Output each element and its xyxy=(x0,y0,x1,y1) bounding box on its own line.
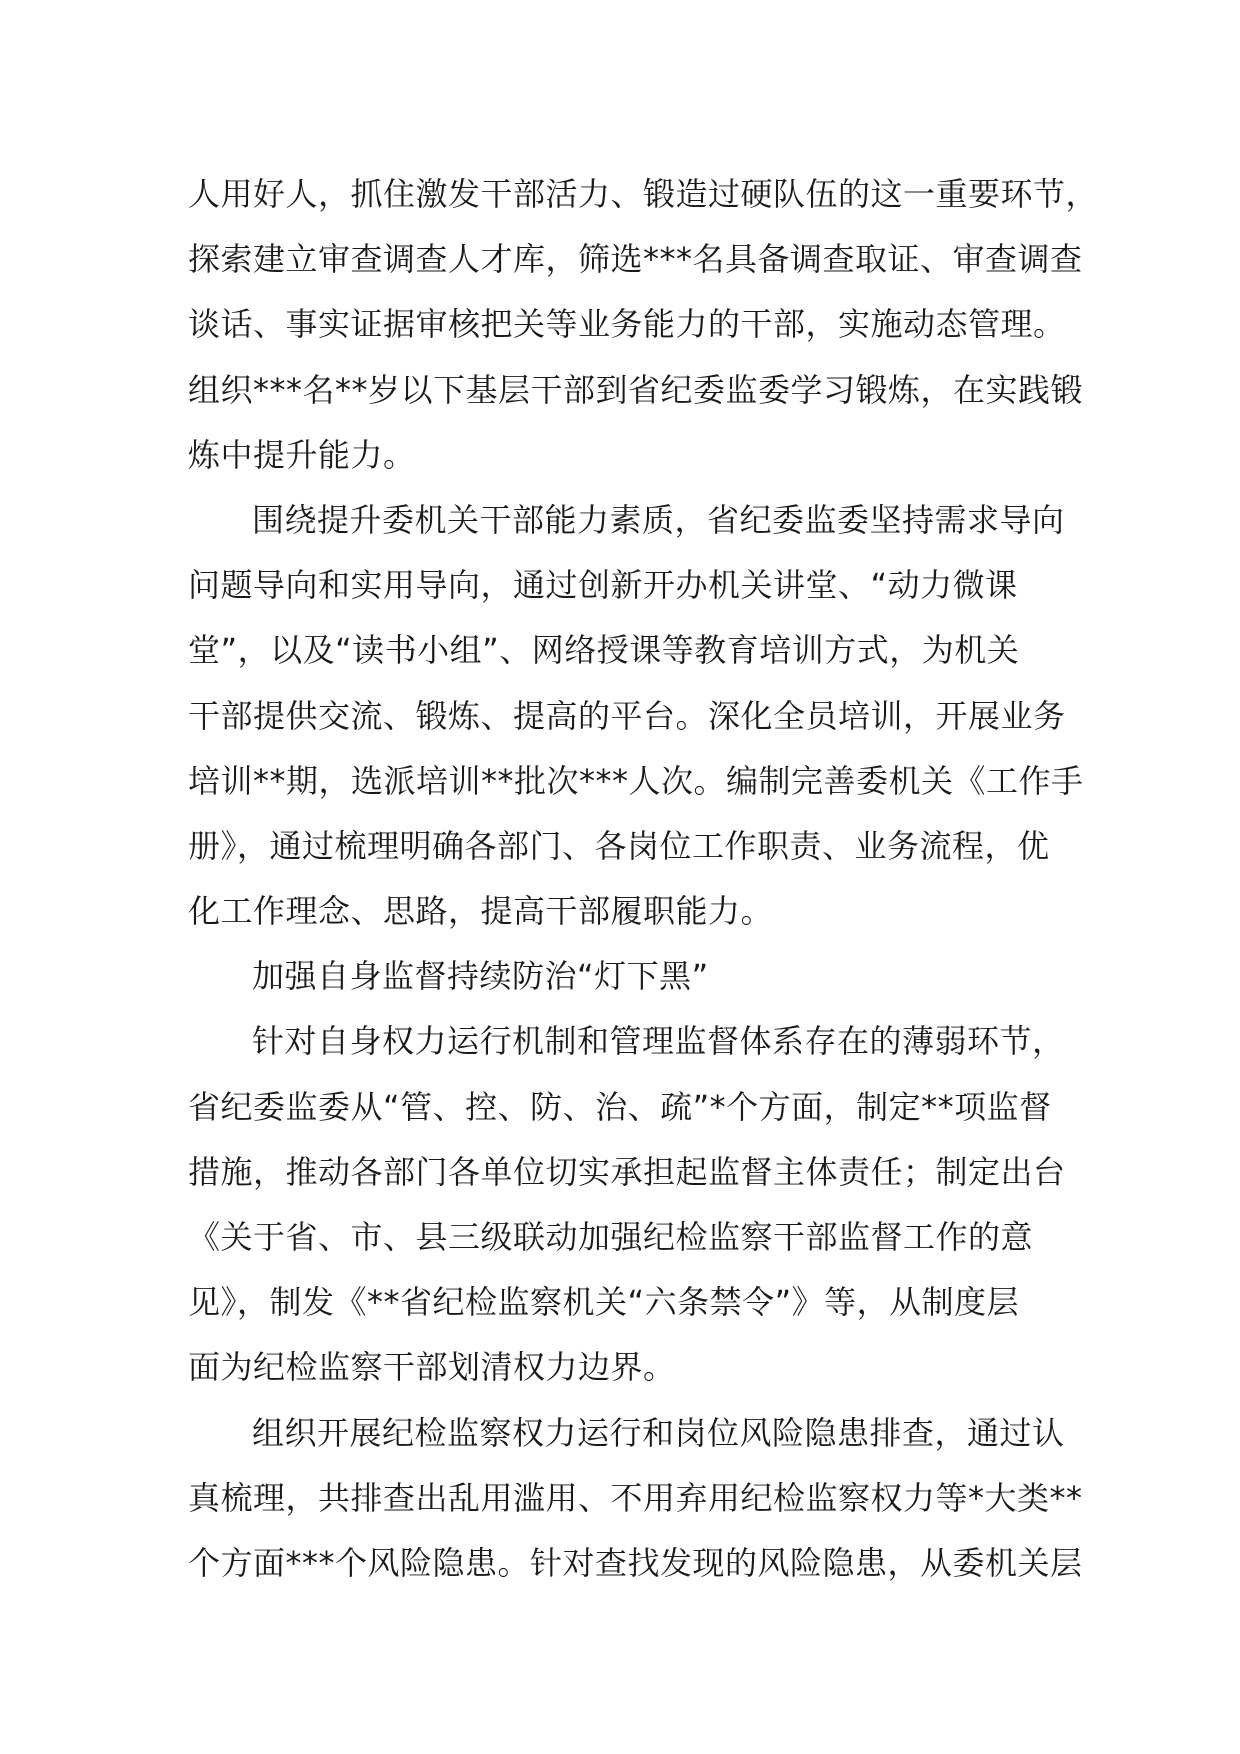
text-line: 面为纪检监察干部划清权力边界。 xyxy=(188,1348,676,1387)
text-line: 《关于省、市、县三级联动加强纪检监察干部监督工作的意 xyxy=(188,1218,1034,1256)
text-line: 谈话、事实证据审核把关等业务能力的干部，实施动态管理。 xyxy=(188,305,1066,344)
text-line: 围绕提升委机关干部能力素质，省纪委监委坚持需求导向 xyxy=(252,500,1065,539)
text-line: 措施，推动各部门各单位切实承担起监督主体责任；制定出台 xyxy=(188,1152,1066,1191)
text-line: 堂”，以及“读书小组”、网络授课等教育培训方式，为机关 xyxy=(188,631,1020,670)
text-line: 个方面***个风险隐患。针对查找发现的风险隐患，从委机关层 xyxy=(188,1543,1083,1582)
text-line: 见》，制发《**省纪检监察机关“六条禁令”》等，从制度层 xyxy=(188,1283,1020,1322)
text-line: 干部提供交流、锻炼、提高的平台。深化全员培训，开展业务 xyxy=(188,696,1066,735)
text-line: 人用好人，抓住激发干部活力、锻造过硬队伍的这一重要环节， xyxy=(188,175,1099,213)
text-line: 册》，通过梳理明确各部门、各岗位工作职责、业务流程，优 xyxy=(188,826,1050,865)
text-line: 炼中提升能力。 xyxy=(188,435,416,474)
text-line: 真梳理，共排查出乱用滥用、不用弃用纪检监察权力等*大类** xyxy=(188,1478,1083,1517)
text-line: 探索建立审查调查人才库，筛选***名具备调查取证、审查调查 xyxy=(188,240,1083,279)
text-line: 组织开展纪检监察权力运行和岗位风险隐患排查，通过认 xyxy=(252,1413,1065,1452)
text-line: 化工作理念、思路，提高干部履职能力。 xyxy=(188,892,774,931)
text-line: 针对自身权力运行机制和管理监督体系存在的薄弱环节， xyxy=(252,1022,1065,1061)
body-text xyxy=(188,162,1099,1596)
text-line: 培训**期，选派培训**批次***人次。编制完善委机关《工作手 xyxy=(188,761,1084,800)
section-heading: 加强自身监督持续防治“灯下黑” xyxy=(252,957,709,996)
text-line: 省纪委监委从“管、控、防、治、疏”*个方面，制定**项监督 xyxy=(188,1087,1052,1126)
text-line: 问题导向和实用导向，通过创新开办机关讲堂、“动力微课 xyxy=(188,566,1018,605)
text-line: 组织***名**岁以下基层干部到省纪委监委学习锻炼，在实践锻 xyxy=(188,370,1084,409)
